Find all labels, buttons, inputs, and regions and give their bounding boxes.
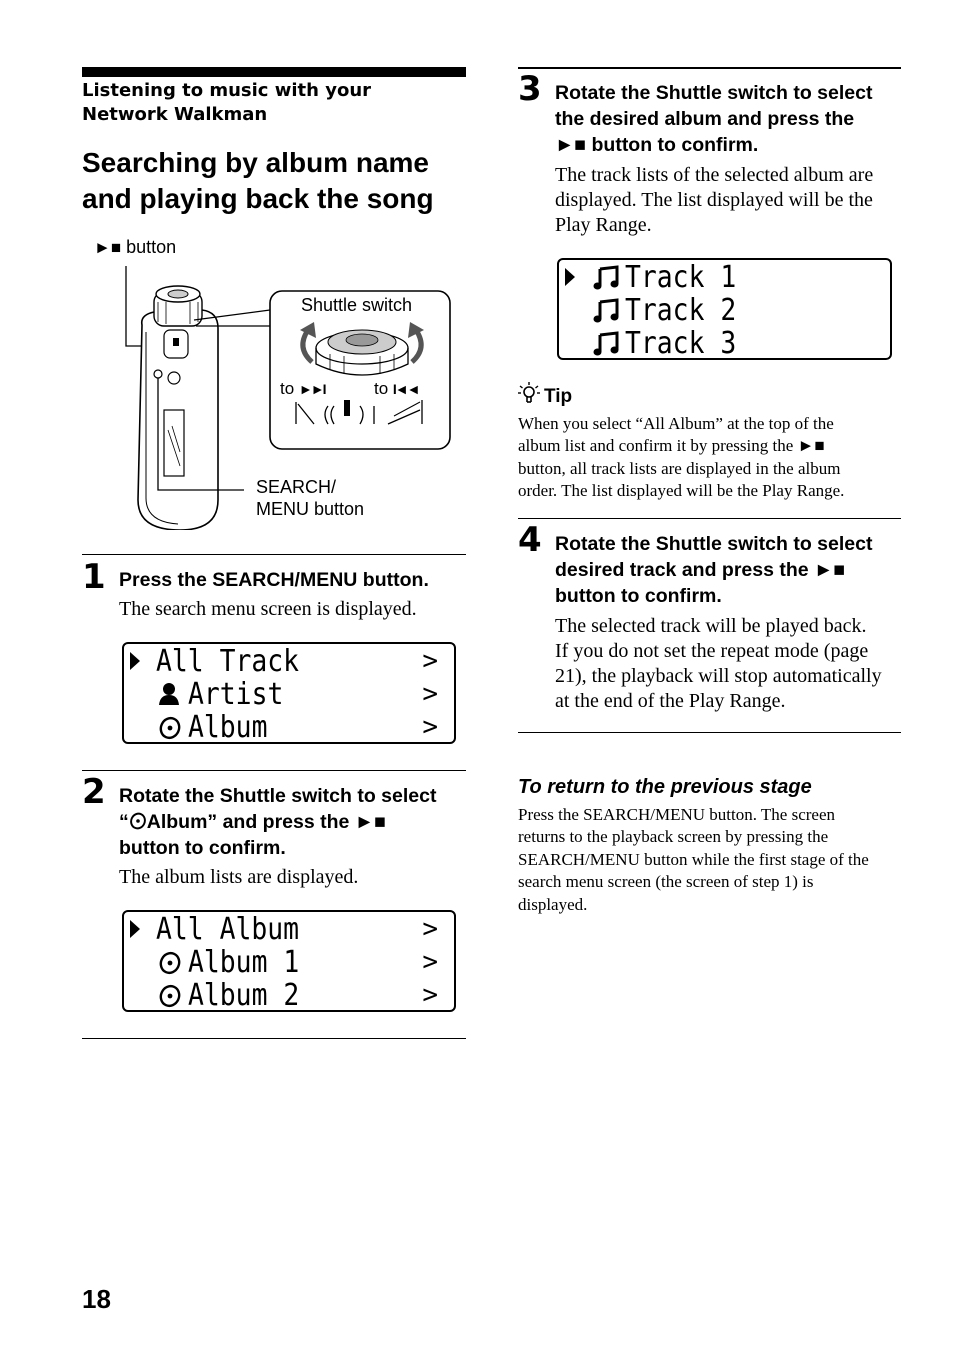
to-next-label: to ►►I bbox=[280, 379, 325, 398]
section-label-line1: Listening to music with your bbox=[82, 80, 372, 101]
play-stop-symbol: ►■ bbox=[555, 134, 587, 156]
tip-heading bbox=[518, 382, 572, 408]
step-3-number: 3 bbox=[518, 69, 542, 109]
right-column-end-divider bbox=[518, 732, 901, 733]
step-3-body: The track lists of the selected album are displayed. The list displayed will be the Play Range. bbox=[555, 164, 874, 236]
play-stop-symbol: ►■ bbox=[797, 436, 825, 456]
chevron-right-icon: > bbox=[422, 646, 438, 676]
left-column-end-divider bbox=[82, 1038, 466, 1039]
album-icon bbox=[158, 951, 182, 975]
screen-row-text: Artist bbox=[188, 677, 284, 712]
track-list-screen bbox=[557, 258, 892, 360]
cursor-icon bbox=[130, 652, 140, 670]
music-note-icon bbox=[593, 331, 619, 357]
album-icon bbox=[158, 716, 182, 740]
section-header-bar bbox=[82, 67, 466, 77]
tip-label: Tip bbox=[544, 386, 573, 407]
screen-row-text: Album 1 bbox=[188, 945, 300, 980]
to-prev-label: to I◄◄ bbox=[374, 379, 419, 398]
cursor-icon bbox=[130, 920, 140, 938]
screen-row-text: Track 2 bbox=[625, 293, 737, 328]
album-list-screen bbox=[122, 910, 456, 1012]
device-illustration bbox=[82, 230, 466, 530]
play-stop-symbol: ►■ bbox=[354, 811, 386, 833]
screen-row-text: All Album bbox=[156, 912, 300, 947]
play-button-label: button bbox=[126, 237, 177, 257]
tip-body: When you select “All Album” at the top of the album list and confirm it by pressing the ►■ button, all track lists are displayed in the album order. The list displayed will be the Play Range. bbox=[518, 414, 845, 501]
step-4-body: The selected track will be played back. If you do not set the repeat mode (page 21), the playback will stop automatically at the end of the Play Range. bbox=[555, 615, 882, 712]
step-1-body: The search menu screen is displayed. bbox=[119, 598, 417, 620]
screen-row-text: Track 3 bbox=[625, 326, 737, 361]
return-section-heading: To return to the previous stage bbox=[518, 776, 812, 798]
screen-row bbox=[124, 946, 454, 979]
step-4-heading: Rotate the Shuttle switch to select desired track and press the ►■ button to confirm. bbox=[555, 533, 873, 607]
screen-row-text: Album bbox=[188, 710, 268, 745]
chevron-right-icon: > bbox=[422, 980, 438, 1010]
lightbulb-icon bbox=[518, 382, 540, 406]
play-stop-symbol: ►■ bbox=[814, 559, 846, 581]
step-1-number: 1 bbox=[82, 557, 106, 597]
return-section-body: Press the SEARCH/MENU button. The screen returns to the playback screen by pressing the SEARCH/MENU button while the first stage of the search menu screen (the screen of step 1) is displayed. bbox=[518, 805, 869, 914]
screen-row bbox=[124, 711, 454, 744]
music-note-icon bbox=[593, 298, 619, 324]
screen-row bbox=[124, 979, 454, 1012]
screen-row bbox=[559, 327, 890, 360]
album-icon bbox=[129, 812, 147, 830]
step-2-heading: Rotate the Shuttle switch to select “ Album” and press the ►■ button to confirm. bbox=[119, 785, 437, 859]
chevron-right-icon: > bbox=[422, 679, 438, 709]
step-3-heading: Rotate the Shuttle switch to select the desired album and press the ►■ button to confirm. bbox=[555, 82, 873, 156]
page-title-line2: and playing back the song bbox=[82, 183, 434, 214]
page-title bbox=[82, 145, 482, 217]
chevron-right-icon: > bbox=[422, 947, 438, 977]
step-4-number: 4 bbox=[518, 520, 542, 560]
screen-row bbox=[124, 913, 454, 946]
chevron-right-icon: > bbox=[422, 914, 438, 944]
screen-row bbox=[559, 294, 890, 327]
chevron-right-icon: > bbox=[422, 712, 438, 742]
play-stop-symbol: ►■ bbox=[94, 238, 122, 257]
music-note-icon bbox=[593, 265, 619, 291]
screen-row bbox=[124, 678, 454, 711]
search-menu-callout: SEARCH/ MENU button bbox=[256, 477, 365, 519]
step-4-divider bbox=[518, 518, 901, 519]
screen-row-text: Track 1 bbox=[625, 260, 737, 295]
screen-row bbox=[559, 261, 890, 294]
page-title-line1: Searching by album name bbox=[82, 147, 429, 178]
step-2-body: The album lists are displayed. bbox=[119, 866, 359, 888]
screen-row-text: All Track bbox=[156, 644, 300, 679]
step-1-divider bbox=[82, 554, 466, 555]
artist-icon bbox=[158, 682, 180, 706]
page-number: 18 bbox=[82, 1284, 111, 1314]
section-label-line2: Network Walkman bbox=[82, 104, 268, 125]
step-2-divider bbox=[82, 770, 466, 771]
cursor-icon bbox=[565, 268, 575, 286]
step-2-number: 2 bbox=[82, 772, 106, 812]
section-label bbox=[82, 79, 466, 127]
screen-row bbox=[124, 645, 454, 678]
album-icon bbox=[158, 984, 182, 1008]
screen-row-text: Album 2 bbox=[188, 978, 300, 1013]
search-menu-screen bbox=[122, 642, 456, 744]
shuttle-switch-label: Shuttle switch bbox=[301, 295, 413, 315]
step-1-heading: Press the SEARCH/MENU button. bbox=[119, 569, 429, 591]
next-track-symbol: ►►I bbox=[298, 381, 325, 397]
step-3-divider bbox=[518, 67, 901, 69]
prev-track-symbol: I◄◄ bbox=[392, 381, 419, 397]
